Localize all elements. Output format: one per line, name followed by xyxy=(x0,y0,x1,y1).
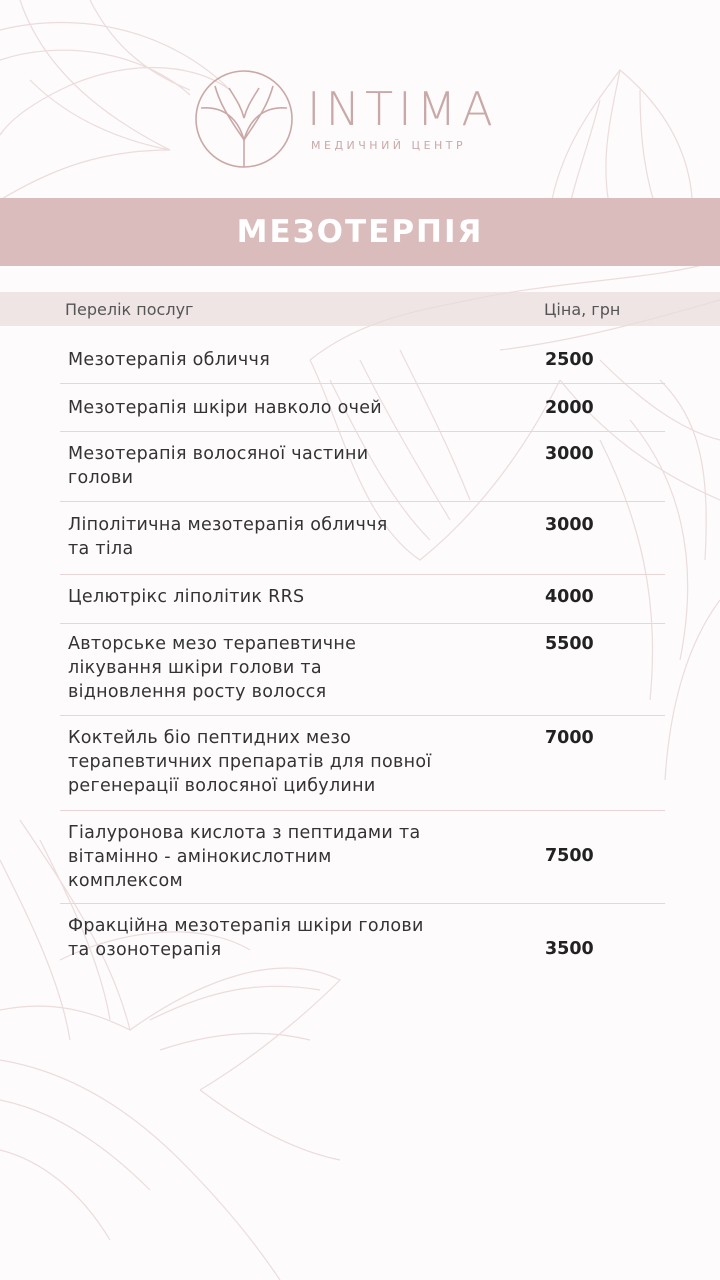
service-price: 2000 xyxy=(545,398,594,418)
service-name: Фракційна мезотерапія шкіри голови та озонотерапія xyxy=(68,916,424,960)
brand-subtitle: МЕДИЧНИЙ ЦЕНТР xyxy=(311,139,467,152)
service-name: Целютрікс ліполітик RRS xyxy=(68,587,305,607)
service-price: 7500 xyxy=(545,846,594,866)
service-price: 3500 xyxy=(545,939,594,959)
service-price: 4000 xyxy=(545,587,594,607)
service-row xyxy=(60,336,665,384)
service-name: Коктейль біо пептидних мезо терапевтичних препаратів для повної регенерації волосяної цибулини xyxy=(68,728,432,796)
service-price: 3000 xyxy=(545,515,594,535)
service-row xyxy=(60,904,665,974)
service-row xyxy=(60,716,665,811)
services-list xyxy=(60,336,665,974)
service-row xyxy=(60,432,665,502)
service-price: 5500 xyxy=(545,634,594,654)
service-price: 3000 xyxy=(545,444,594,464)
service-price: 7000 xyxy=(545,728,594,748)
intima-emblem-icon xyxy=(193,68,295,170)
service-row xyxy=(60,384,665,432)
service-name: Мезотерапія обличчя xyxy=(68,350,271,370)
service-row xyxy=(60,575,665,624)
service-row xyxy=(60,811,665,904)
service-name: Ліполітична мезотерапія обличчя та тіла xyxy=(68,515,388,559)
column-header-services: Перелік послуг xyxy=(65,300,194,319)
service-name: Мезотерапія волосяної частини голови xyxy=(68,444,369,488)
column-header-price: Ціна, грн xyxy=(544,300,621,319)
brand-logo xyxy=(193,68,533,172)
page-title: МЕЗОТЕРПІЯ xyxy=(236,214,484,250)
table-header xyxy=(0,292,720,326)
service-name: Авторське мезо терапевтичне лікування шкіри голови та відновлення росту волосся xyxy=(68,634,357,702)
brand-name: INTIMA xyxy=(307,82,498,136)
title-band xyxy=(0,198,720,266)
service-price: 2500 xyxy=(545,350,594,370)
service-row xyxy=(60,624,665,716)
service-name: Гіалуронова кислота з пептидами та вітамінно - амінокислотним комплексом xyxy=(68,823,421,891)
service-row xyxy=(60,502,665,575)
service-name: Мезотерапія шкіри навколо очей xyxy=(68,398,382,418)
